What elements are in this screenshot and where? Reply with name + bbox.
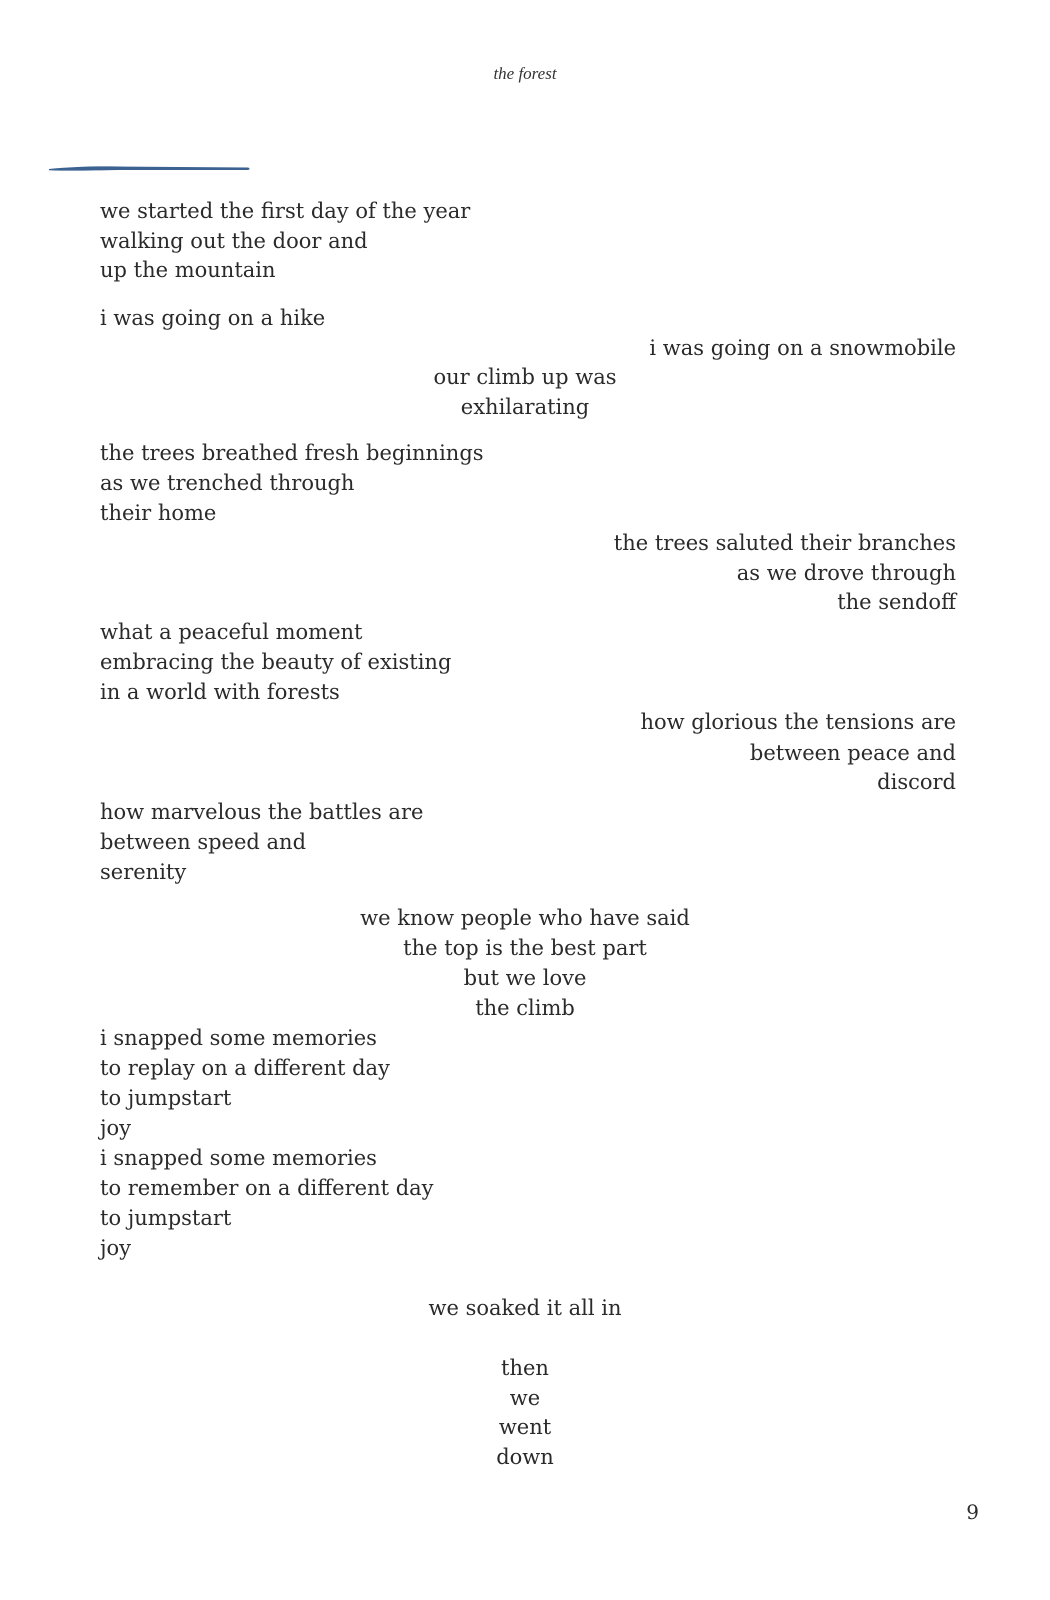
poem-line: the top is the best part	[403, 936, 647, 960]
poem-line: between peace and	[749, 741, 956, 765]
page-header: the forest	[493, 64, 557, 83]
poem-line: then	[501, 1356, 549, 1380]
poem-line: we know people who have said	[360, 906, 690, 930]
poem-line: as we drove through	[736, 561, 956, 585]
poem-line: to jumpstart	[100, 1206, 232, 1230]
poem-line: down	[496, 1445, 554, 1469]
poem-line: to replay on a different day	[100, 1056, 390, 1080]
poem-line: the climb	[475, 996, 575, 1020]
poem-line: walking out the door and	[100, 229, 368, 253]
poem-line: went	[498, 1415, 552, 1439]
poem-line: how marvelous the battles are	[100, 800, 424, 824]
poem-line: embracing the beauty of existing	[100, 650, 452, 674]
brush-stroke-divider	[48, 164, 252, 172]
poem-line: their home	[100, 501, 217, 525]
poem-line: our climb up was	[433, 365, 617, 389]
poem-line: but we love	[463, 966, 587, 990]
poem-line: i snapped some memories	[100, 1146, 377, 1170]
poem-line: joy	[100, 1236, 132, 1260]
poem-line: in a world with forests	[100, 680, 340, 704]
poem-line: to remember on a different day	[100, 1176, 434, 1200]
page-number: 9	[966, 1500, 979, 1524]
poem-line: i snapped some memories	[100, 1026, 377, 1050]
poem-line: serenity	[100, 860, 187, 884]
poem-line: i was going on a hike	[100, 306, 326, 330]
poem-line: we soaked it all in	[428, 1296, 622, 1320]
poem-line: what a peaceful moment	[100, 620, 363, 644]
poem-line: how glorious the tensions are	[640, 710, 956, 734]
poem-line: we	[509, 1386, 541, 1410]
poem-line: exhilarating	[460, 395, 590, 419]
poem-line: to jumpstart	[100, 1086, 232, 1110]
poem-line: we started the first day of the year	[100, 199, 471, 223]
poem-line: the trees breathed fresh beginnings	[100, 441, 484, 465]
poem-line: joy	[100, 1116, 132, 1140]
poem-line: the trees saluted their branches	[613, 531, 956, 555]
poem-line: between speed and	[100, 830, 307, 854]
poem-line: discord	[877, 770, 956, 794]
poem-line: i was going on a snowmobile	[649, 336, 956, 360]
poem-line: as we trenched through	[100, 471, 355, 495]
poem-line: the sendoff	[837, 590, 956, 614]
poem-line: up the mountain	[100, 258, 276, 282]
